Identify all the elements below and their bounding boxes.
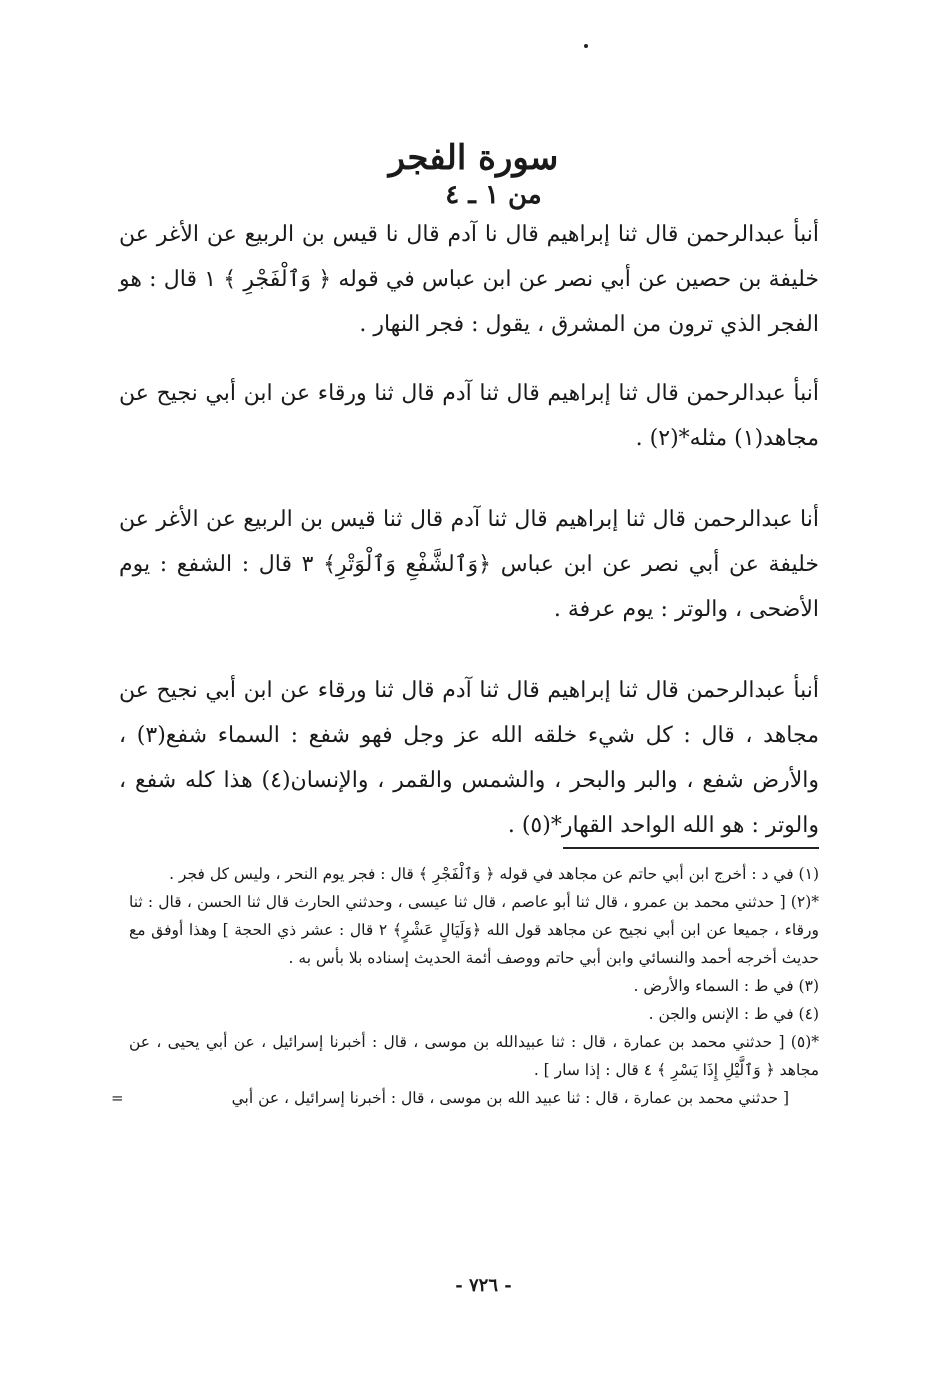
paragraph: أنبأ عبدالرحمن قال ثنا إبراهيم قال نا آدم قال نا قيس بن الربيع عن الأغر عن خليفة بن حصين عن أبي نصر عن ابن عباس في قوله ﴿ وَٱلْفَجْرِ ﴾ ١ قال : هو الفجر الذي ترون من المشرق ، يقول : فجر النهار . [119,222,820,337]
paragraph: أنبأ عبدالرحمن قال ثنا إبراهيم قال ثنا آدم قال ثنا ورقاء عن ابن أبي نجيح عن مجاهد ، قال : كل شيء خلقه الله عز وجل فهو شفع : السماء شفع(٣) ، والأرض شفع ، والبر والبحر ، والشمس والقمر ، والإنسان(٤) هذا كله شفع ، والوتر : هو الله الواحد القهار*(٥) . [119,678,819,838]
verse-range: من ١ ـ ٤ [445,180,542,210]
footnotes [111,860,819,1112]
footnote: (٤) في ط : الإنس والجن . [648,1005,819,1023]
footnote-continuation [111,1084,819,1112]
footnote: (٣) في ط : السماء والأرض . [633,977,819,995]
footnote: (١) في د : أخرج ابن أبي حاتم عن مجاهد في قوله ﴿ وَٱلْفَجْرِ ﴾ قال : فجر يوم النحر ، وليس كل فجر . [169,865,819,883]
continuation-mark: = [111,1089,124,1107]
footnote: *(٢) [ حدثني محمد بن عمرو ، قال ثنا أبو عاصم ، قال ثنا عيسى ، وحدثني الحارث قال ثنا الحسن ، قال : ثنا ورقاء ، جميعا عن ابن أبي نجيح عن مجاهد قول الله ﴿وَلَيَالٍ عَشْرٍ﴾ ٢ قال : عشر ذي الحجة ] وهذا أوفق مع حديث أخرجه أحمد والنسائي وابن أبي حاتم ووصف أئمة الحديث إسناده بلا بأس به . [129,893,819,967]
page-number: - ٧٢٦ - [455,1275,512,1296]
footnote-divider [563,847,819,849]
footnote: *(٥) [ حدثني محمد بن عمارة ، قال : ثنا عبيدالله بن موسى ، قال : أخبرنا إسرائيل ، عن أبي يحيى ، عن مجاهد ﴿ وَٱلَّيْلِ إِذَا يَسْرِ ﴾ ٤ قال : إذا سار ] . [129,1033,819,1079]
ink-dot [584,44,588,48]
main-text [119,212,819,884]
paragraph: أنا عبدالرحمن قال ثنا إبراهيم قال ثنا آدم قال ثنا قيس بن الربيع عن الأغر عن خليفة عن أبي نصر عن ابن عباس ﴿وَٱلشَّفْعِ وَٱلْوَتْرِ﴾ ٣ قال : الشفع : يوم الأضحى ، والوتر : يوم عرفة . [119,507,819,622]
footnote-continuation-text: [ حدثني محمد بن عمارة ، قال : ثنا عبيد الله بن موسى ، قال : أخبرنا إسرائيل ، عن أبي [231,1089,789,1107]
surah-title: سورة الفجر [388,138,559,178]
paragraph: أنبأ عبدالرحمن قال ثنا إبراهيم قال ثنا آدم قال ثنا ورقاء عن ابن أبي نجيح عن مجاهد(١) مثله*(٢) . [119,381,819,451]
